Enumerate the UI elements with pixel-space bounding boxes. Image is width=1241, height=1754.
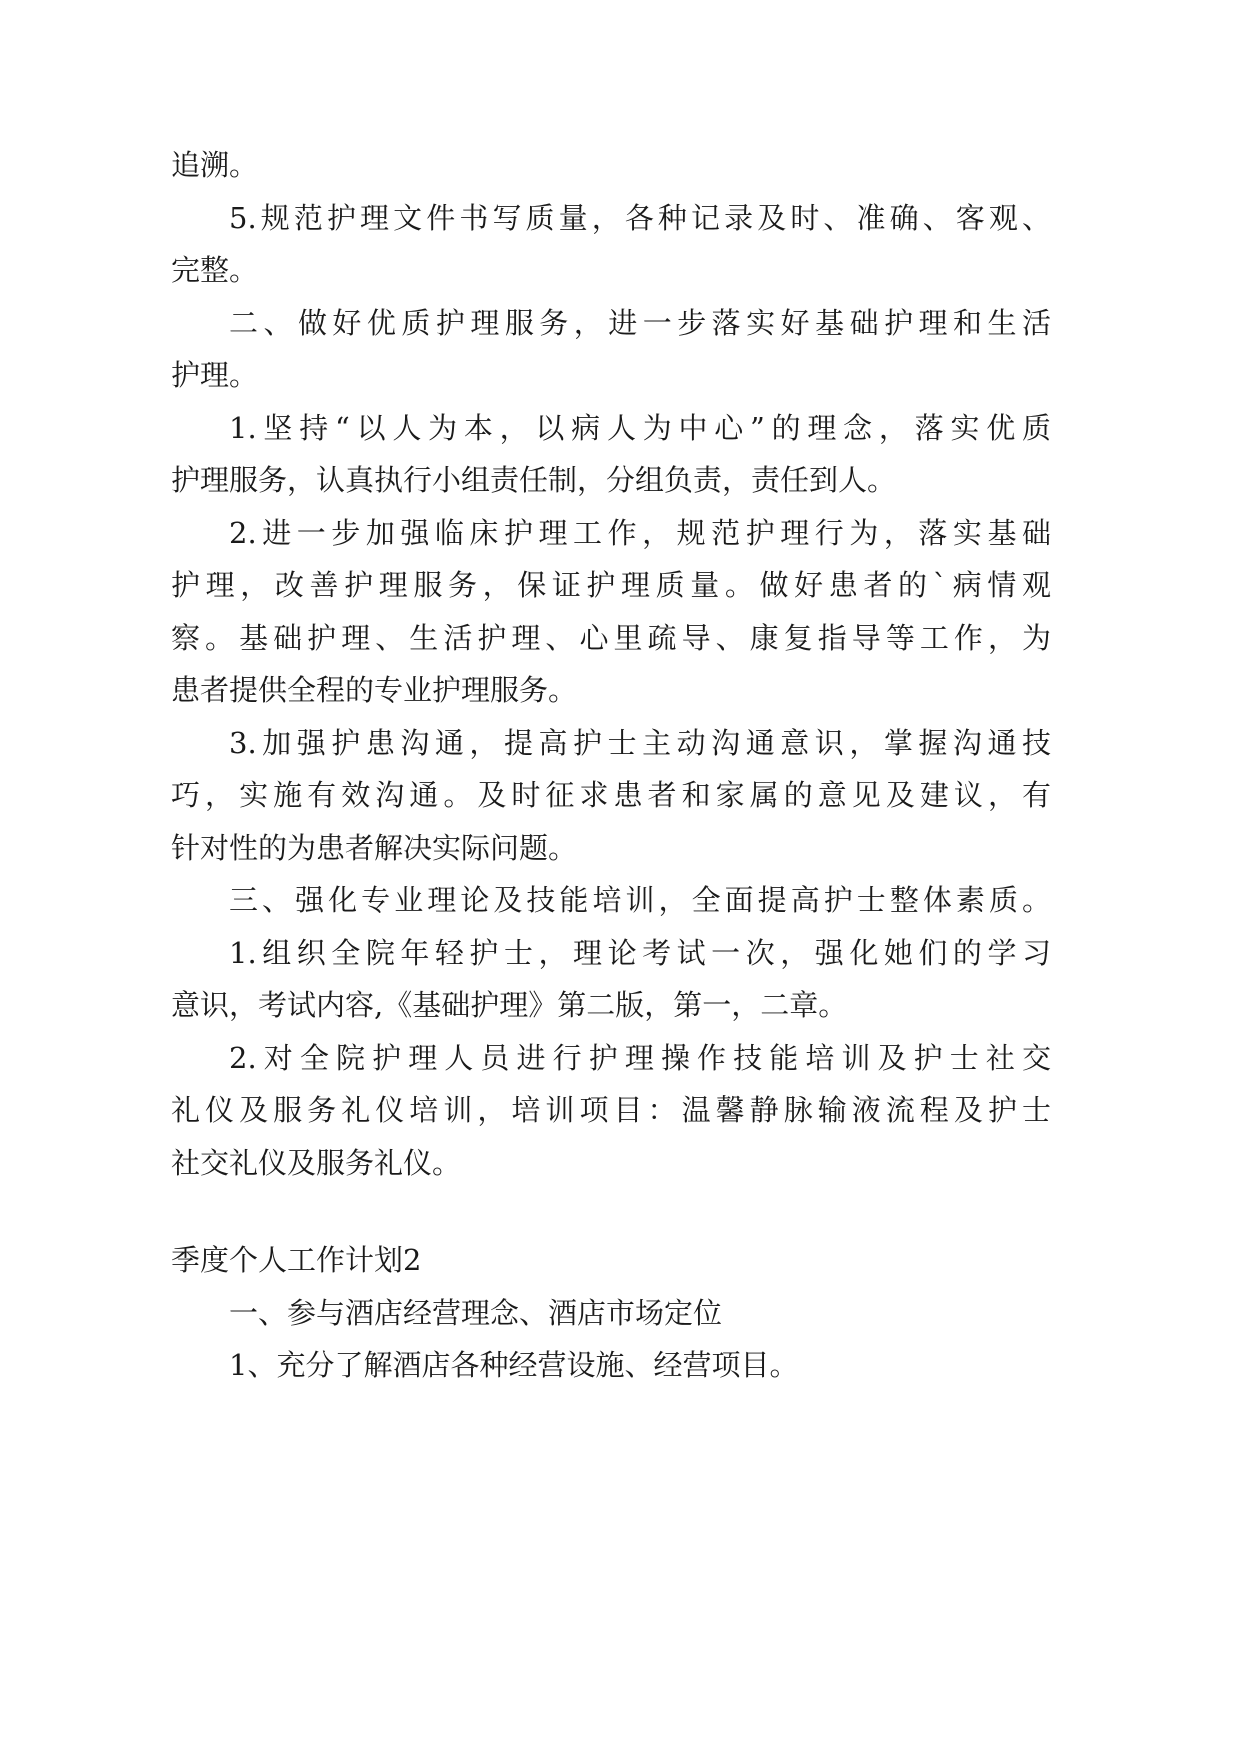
paragraph-line: 追溯。 <box>171 148 259 182</box>
paragraph-line: 针对性的为患者解决实际问题。 <box>171 830 578 865</box>
paragraph-line: 一、参与酒店经营理念、酒店市场定位 <box>229 1295 723 1330</box>
paragraph-line: 意识，考试内容,《基础护理》第二版，第一，二章。 <box>171 988 848 1022</box>
paragraph-line: 1.组织全院年轻护士，理论考试一次，强化她们的学习 <box>229 935 1051 970</box>
paragraph <box>171 1032 1051 1190</box>
section-title: 季度个人工作计划2 <box>171 1243 422 1277</box>
paragraph <box>171 297 1051 402</box>
paragraph-line: 完整。 <box>171 253 259 287</box>
paragraph-line: 巧，实施有效沟通。及时征求患者和家属的意见及建议，有 <box>171 778 1051 812</box>
paragraph-line: 礼仪及服务礼仪培训，培训项目：温馨静脉输液流程及护士 <box>171 1093 1051 1127</box>
paragraph <box>171 192 1051 297</box>
paragraph <box>171 874 1051 927</box>
paragraph-line: 1、充分了解酒店各种经营设施、经营项目。 <box>229 1348 799 1382</box>
paragraph-line: 护理，改善护理服务，保证护理质量。做好患者的`病情观 <box>171 568 1051 602</box>
paragraph <box>171 1339 1051 1392</box>
document-body <box>171 139 1051 1392</box>
paragraph-line: 2.进一步加强临床护理工作，规范护理行为，落实基础 <box>229 515 1051 550</box>
paragraph <box>171 717 1051 875</box>
paragraph <box>171 507 1051 717</box>
paragraph-line: 3.加强护患沟通，提高护士主动沟通意识，掌握沟通技 <box>229 725 1051 760</box>
paragraph-line: 三、强化专业理论及技能培训，全面提高护士整体素质。 <box>229 883 1051 917</box>
paragraph-line: 5.规范护理文件书写质量，各种记录及时、准确、客观、 <box>229 200 1051 235</box>
paragraph <box>171 1287 1051 1340</box>
paragraph-line: 患者提供全程的专业护理服务。 <box>171 673 578 707</box>
paragraph-line: 2.对全院护理人员进行护理操作技能培训及护士社交 <box>229 1040 1051 1075</box>
paragraph-line: 社交礼仪及服务礼仪。 <box>171 1145 462 1180</box>
paragraph-line: 护理服务，认真执行小组责任制，分组负责，责任到人。 <box>171 463 897 497</box>
paragraph-line: 1.坚持“以人为本，以病人为中心”的理念，落实优质 <box>229 410 1051 445</box>
paragraph-line: 察。基础护理、生活护理、心里疏导、康复指导等工作，为 <box>171 620 1051 655</box>
paragraph-line: 二、做好优质护理服务，进一步落实好基础护理和生活 <box>229 305 1051 340</box>
paragraph <box>171 927 1051 1032</box>
paragraph-line: 护理。 <box>171 358 259 392</box>
paragraph <box>171 402 1051 507</box>
paragraph <box>171 139 1051 192</box>
